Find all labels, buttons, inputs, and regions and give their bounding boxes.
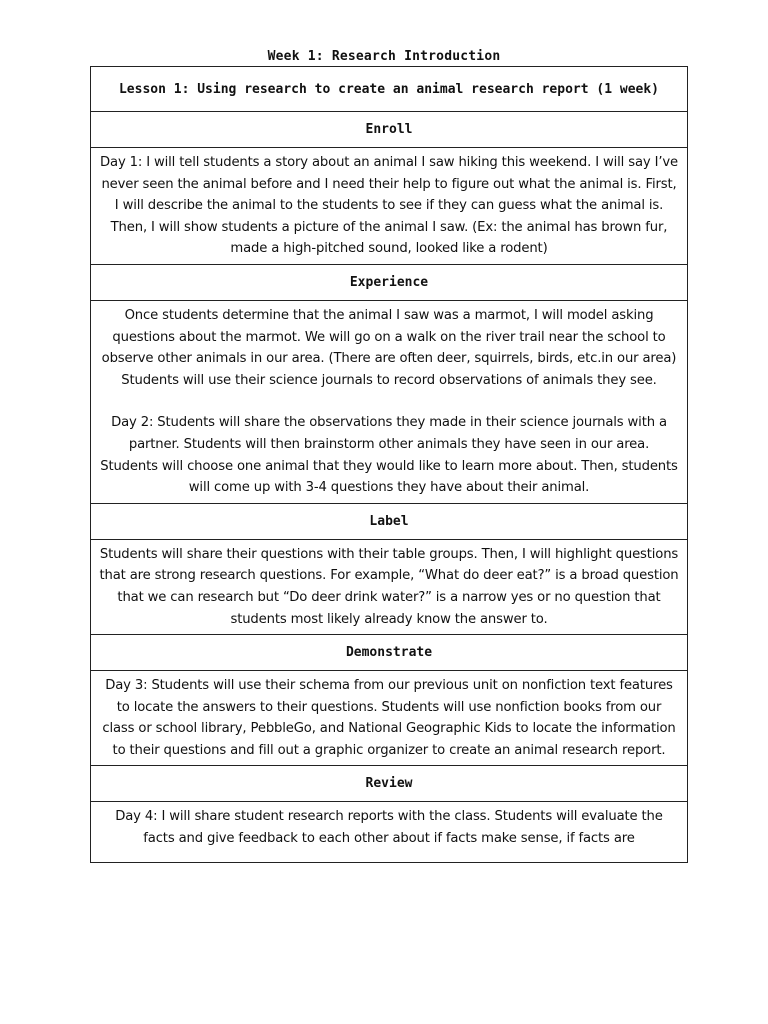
demonstrate-heading: Demonstrate — [91, 635, 688, 671]
enroll-content — [91, 148, 688, 265]
section-header-experience — [91, 264, 688, 300]
lesson-heading-row — [91, 67, 688, 112]
review-clip — [99, 806, 679, 852]
section-body-experience — [91, 300, 688, 503]
experience-content — [91, 300, 688, 503]
page-title: Week 1: Research Introduction — [267, 49, 501, 64]
section-body-demonstrate — [91, 671, 688, 766]
section-header-review — [91, 766, 688, 802]
lesson-heading: Lesson 1: Using research to create an animal research report (1 week) — [91, 67, 688, 112]
enroll-heading: Enroll — [91, 112, 688, 148]
review-heading: Review — [91, 766, 688, 802]
experience-heading: Experience — [91, 264, 688, 300]
label-heading: Label — [91, 503, 688, 539]
section-body-label — [91, 539, 688, 634]
demonstrate-paragraph: Day 3: Students will use their schema from our previous unit on nonfiction text features to locate the answers to their questions. Students will use nonfiction books from our class or school library, PebbleGo, and National Geographic Kids to locate the information to their questions and fill out a graphic organizer to create an animal research report. — [102, 678, 676, 758]
section-header-label — [91, 503, 688, 539]
section-body-review — [91, 802, 688, 863]
lesson-plan-table — [90, 66, 688, 863]
section-body-enroll — [91, 148, 688, 265]
review-paragraph: Day 4: I will share student research reports with the class. Students will evaluate the facts and give feedback to each other about if facts make sense, if facts are — [115, 809, 663, 847]
section-header-demonstrate — [91, 635, 688, 671]
enroll-paragraph: Day 1: I will tell students a story about an animal I saw hiking this weekend. I will say I’ve never seen the animal before and I need their help to figure out what the animal is. First, I will describe the animal to the students to see if they can guess what the animal is. Then, I will show students a picture of the animal I saw. (Ex: the animal has brown fur, made a high-pitched sound, looked like a rodent) — [100, 155, 678, 257]
review-content — [91, 802, 688, 863]
label-content — [91, 539, 688, 634]
section-header-enroll — [91, 112, 688, 148]
experience-paragraph: Once students determine that the animal I saw was a marmot, I will model asking questions about the marmot. We will go on a walk on the river trail near the school to observe other animals in our area. (There are often deer, squirrels, birds, etc.in our area) Students will use their science journals to record observations of animals they see. — [101, 307, 677, 388]
demonstrate-content — [91, 671, 688, 766]
label-paragraph: Students will share their questions with their table groups. Then, I will highlight questions that are strong research questions. For example, “What do deer eat?” is a broad question that we can research but “Do deer drink water?” is a narrow yes or no question that students most likely already know the answer to. — [99, 546, 679, 627]
experience-paragraph-day-2: Day 2: Students will share the observations they made in their science journals with a partner. Students will then brainstorm other animals they have seen in our area. Students will choose one animal that they would like to learn more about. Then, students will come up with 3-4 questions they have about their animal. — [100, 415, 678, 496]
